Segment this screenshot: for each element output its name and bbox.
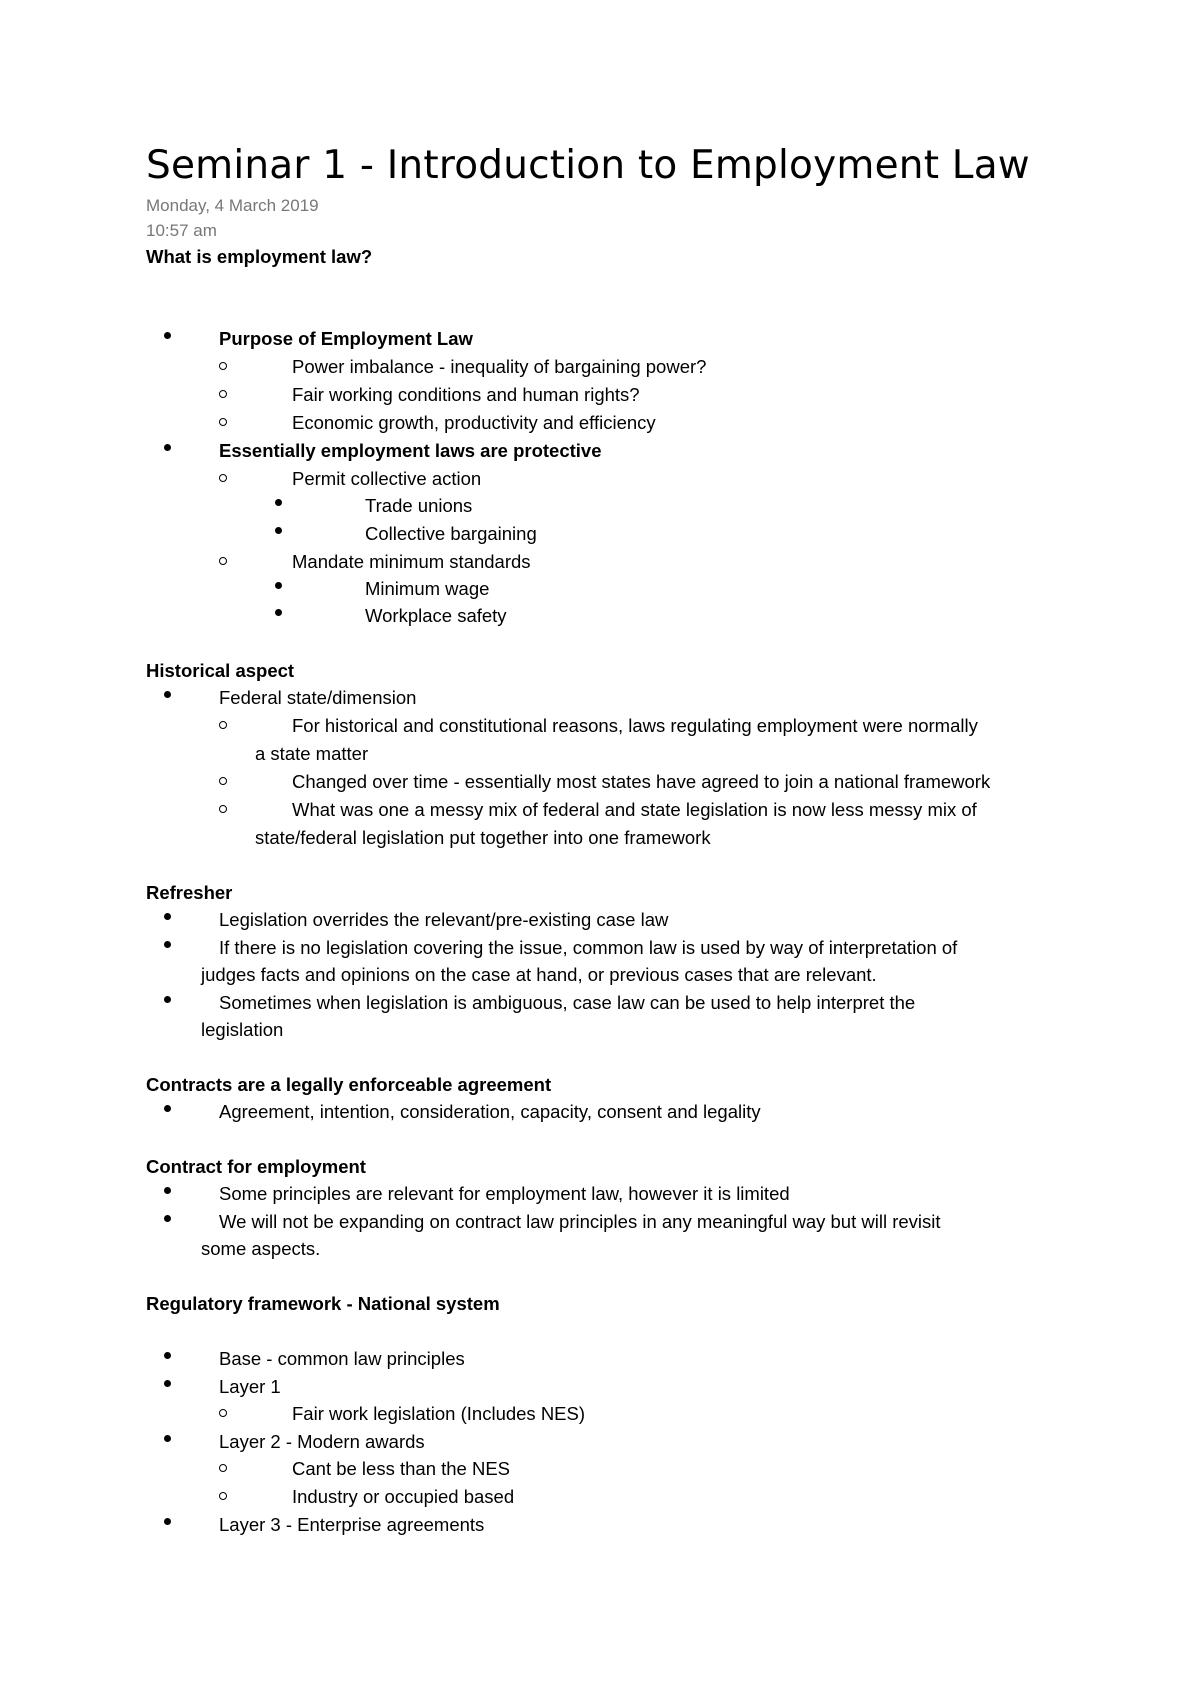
list-item: Workplace safety <box>365 605 507 626</box>
bullet-circle-icon <box>219 805 227 813</box>
list-item: What was one a messy mix of federal and state legislation is now less messy mix of <box>292 799 977 820</box>
bullet-dot-icon <box>164 1380 171 1387</box>
regulatory-heading: Regulatory framework - National system <box>146 1293 500 1314</box>
list-item: Changed over time - essentially most states have agreed to join a national framework <box>292 771 991 792</box>
bullet-circle-icon <box>219 721 227 729</box>
list-item: If there is no legislation covering the issue, common law is used by way of interpretation of <box>219 937 958 958</box>
bullet-dot-icon <box>164 1105 171 1112</box>
list-item: Cant be less than the NES <box>292 1458 511 1479</box>
bullet-circle-icon <box>219 390 227 398</box>
list-item: Trade unions <box>365 495 473 516</box>
bullet-dot-icon <box>164 691 171 698</box>
list-item: Industry or occupied based <box>292 1486 515 1507</box>
list-item: Some principles are relevant for employment law, however it is limited <box>219 1183 790 1204</box>
bullet-dot-icon <box>164 332 171 339</box>
bullet-dot-icon <box>164 913 171 920</box>
list-item: Fair work legislation (Includes NES) <box>292 1403 586 1424</box>
bullet-dot-icon <box>164 1435 171 1442</box>
list-item: Agreement, intention, consideration, capacity, consent and legality <box>219 1101 761 1122</box>
list-item-continuation: legislation <box>201 1019 284 1040</box>
bullet-circle-icon <box>219 1464 227 1472</box>
list-item: We will not be expanding on contract law principles in any meaningful way but will revisit <box>219 1211 941 1232</box>
list-item: For historical and constitutional reasons, laws regulating employment were normally <box>292 715 978 736</box>
bullet-dot-icon <box>275 499 282 506</box>
page-title: Seminar 1 - Introduction to Employment Law <box>146 143 1030 188</box>
bullet-circle-icon <box>219 418 227 426</box>
bullet-circle-icon <box>219 1409 227 1417</box>
bullet-dot-icon <box>275 582 282 589</box>
contract-employment-heading: Contract for employment <box>146 1156 366 1177</box>
list-item: Economic growth, productivity and efficiency <box>292 412 656 433</box>
list-item: Collective bargaining <box>365 523 537 544</box>
list-item: Layer 1 <box>219 1376 281 1397</box>
historical-heading: Historical aspect <box>146 660 295 681</box>
purpose-heading: Purpose of Employment Law <box>219 328 473 349</box>
list-item-continuation: a state matter <box>255 743 369 764</box>
list-item-continuation: judges facts and opinions on the case at hand, or previous cases that are relevant. <box>201 964 877 985</box>
list-item: Base - common law principles <box>219 1348 465 1369</box>
bullet-dot-icon <box>164 1518 171 1525</box>
list-item: Permit collective action <box>292 468 482 489</box>
contracts-heading: Contracts are a legally enforceable agreement <box>146 1074 552 1095</box>
bullet-dot-icon <box>164 941 171 948</box>
list-item-continuation: some aspects. <box>201 1238 321 1259</box>
bullet-circle-icon <box>219 557 227 565</box>
bullet-dot-icon <box>164 1352 171 1359</box>
list-item: Layer 3 - Enterprise agreements <box>219 1514 485 1535</box>
bullet-dot-icon <box>164 444 171 451</box>
list-item: Layer 2 - Modern awards <box>219 1431 425 1452</box>
bullet-dot-icon <box>164 996 171 1003</box>
bullet-circle-icon <box>219 1492 227 1500</box>
bullet-dot-icon <box>275 609 282 616</box>
bullet-circle-icon <box>219 362 227 370</box>
bullet-circle-icon <box>219 777 227 785</box>
list-item: Federal state/dimension <box>219 687 417 708</box>
list-item: Fair working conditions and human rights? <box>292 384 640 405</box>
protective-heading: Essentially employment laws are protective <box>219 440 602 461</box>
refresher-heading: Refresher <box>146 882 233 903</box>
bullet-dot-icon <box>164 1187 171 1194</box>
bullet-circle-icon <box>219 474 227 482</box>
question-heading: What is employment law? <box>146 246 373 267</box>
list-item: Minimum wage <box>365 578 490 599</box>
bullet-dot-icon <box>275 527 282 534</box>
list-item: Sometimes when legislation is ambiguous, case law can be used to help interpret the <box>219 992 916 1013</box>
list-item: Power imbalance - inequality of bargaining power? <box>292 356 707 377</box>
note-time: 10:57 am <box>146 221 217 240</box>
note-date: Monday, 4 March 2019 <box>146 196 319 215</box>
list-item: Legislation overrides the relevant/pre-existing case law <box>219 909 669 930</box>
list-item-continuation: state/federal legislation put together into one framework <box>255 827 711 848</box>
list-item: Mandate minimum standards <box>292 551 531 572</box>
bullet-dot-icon <box>164 1215 171 1222</box>
